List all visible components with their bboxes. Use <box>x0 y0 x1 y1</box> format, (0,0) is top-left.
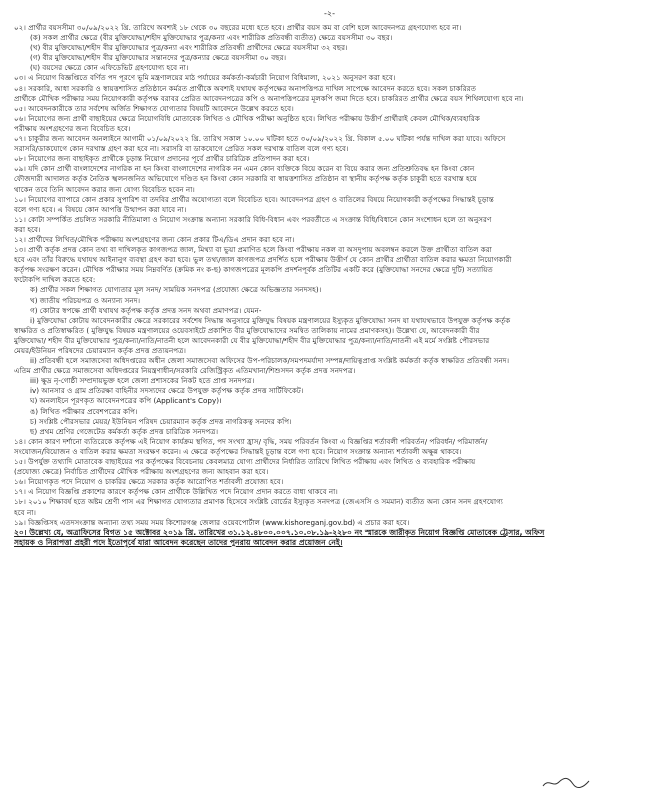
text-line: (প্রযোজ্য ক্ষেত্রে) নির্বাচিত প্রার্থীদের মৌখিক পরীক্ষায় অংশগ্রহণের জন্য আহবান করা হবে। <box>14 467 269 477</box>
text-line: সরাসরি/ডাকযোগে কোন দরখাস্ত গ্রহণ করা হবে না। সরাসরি বা ডাকযোগে প্রেরিত সকল দরখাস্ত বাতিল বলে গণ্য হবে। <box>14 144 349 154</box>
text-line: ১৯। বিজ্ঞপ্তিসহ এতদসংক্রান্ত অন্যান্য তথ্য সময় সময় কিশোরগঞ্জ জেলার ওয়েবপোর্টাল (www.kishoreganj.gov.bd) এ প্রচার করা হবে। <box>14 517 410 527</box>
text-line: প্রার্থীকে মৌখিক পরীক্ষার সময় নিয়োগকারী কর্তৃপক্ষ বরাবর প্রেরিত আবেদনপত্রের কপি ও অনাপত্তিপত্রের মূলকপি জমা দিতে হবে। চাকরিরত প্রার্থীর ক্ষেত্রে বয়স শিথিলযোগ্য হবে না। <box>14 93 524 103</box>
text-line: ০৫। আবেদনকারীকে তার সর্বশেষ অর্জিত শিক্ষাগত যোগ্যতার বিষয়টি আবেদনে উল্লেখ করতে হবে। <box>14 103 294 113</box>
text-line: ০৯। যদি কোন প্রার্থী বাংলাদেশের নাগরিক না হন কিংবা বাংলাদেশের নাগরিক নন এমন কোন ব্যক্তিকে বিয়ে করেন বা বিয়ে করার জন্য প্রতিশ্রুতিবদ্ধ হন কিংবা কোন <box>14 164 475 174</box>
text-line: ০৪। সরকারি, আধা সরকারি ও স্বায়ত্তশাসিত প্রতিষ্ঠানে কর্মরত প্রার্থীকে অবশ্যই যথাযথ কর্তৃপক্ষের অনাপত্তিপত্র দাখিল সাপেক্ষে আবেদন করতে হবে। সকল চাকরিরত <box>14 83 476 93</box>
text-line: (গ) বীর মুক্তিযোদ্ধা/শহীদ বীর মুক্তিযোদ্ধার সন্তানদের পুত্র/কন্যার ক্ষেত্রে বয়সসীমা ৩০ বছর। <box>30 53 287 63</box>
text-line: ii) প্রতিবন্ধী হলে সমাজসেবা অধিদপ্তরের অধীন জেলা সমাজসেবা অফিসের উপ-পরিচালক/সমপদমর্যাদা সম্পন্ন/দায়িত্বপ্রাপ্ত সংশ্লিষ্ট কর্মকর্তা কর্তৃক স্বাক্ষরিত প্রতিবন্ধী সনদ। <box>30 356 510 366</box>
text-line: মেয়র/ইউনিয়ন পরিষদের চেয়ারম্যান কর্তৃক প্রদত্ত প্রত্যয়নপত্র। <box>14 346 186 355</box>
page-number: -২- <box>324 9 335 18</box>
text-line: ০৩। এ নিয়োগ বিজ্ঞপ্তিতে বর্ণিত পদ পূরণে ভূমি মন্ত্রণালয়ের মাঠ পর্যায়ের কর্মকর্তা-কর্মচারী নিয়োগ বিধিমালা, ২০২১ অনুসরণ করা হবে। <box>14 73 396 83</box>
text-line: ১৭। এ নিয়োগ বিজ্ঞপ্তি প্রকাশের কারণে কর্তৃপক্ষ কোন প্রার্থীকে উল্লিখিত পদে নিয়োগ প্রদান করতে বাধ্য থাকবে না। <box>14 487 338 497</box>
text-line: কর্তৃপক্ষ সংরক্ষণ করেন। মৌখিক পরীক্ষার সময় নিম্নবর্ণিত (ক্রমিক নং ক-ছ) কাগজপত্রের মূলকপি প্রদর্শনপূর্বক প্রতিটির একটি করে (মুক্তিযোদ্ধা সনদের ক্ষেত্রে দুটি) সত্যায়িত <box>14 265 493 275</box>
text-line: ১২। প্রার্থীদের লিখিত/মৌখিক পরীক্ষায় অংশগ্রহণের জন্য কোন প্রকার টিএ/ডিএ প্রদান করা হবে না। <box>14 234 295 244</box>
text-line: চ) সংশ্লিষ্ট পৌরসভার মেয়র/ ইউনিয়ন পরিষদ চেয়ারম্যান কর্তৃক প্রদত্ত নাগরিকত্ব সনদের কপি। <box>30 416 292 426</box>
text-line: থাকেন তবে তিনি আবেদন করার জন্য যোগ্য বিবেচিত হবেন না। <box>14 184 195 194</box>
text-line: ছ) প্রথম শ্রেণির গেজেটেড কর্মকর্তা কর্তৃক প্রদত্ত চারিত্রিক সনদপত্র। <box>30 426 219 436</box>
text-line: ১০। নিয়োগের ব্যাপারে কোন প্রকার সুপারিশ বা তদবির প্রার্থীর অযোগ্যতা বলে বিবেচিত হবে। আবেদনপত্র গ্রহণ ও বাতিলের বিষয়ে নিয়োগকারী কর্তৃপক্ষের সিদ্ধান্তই চূড়ান্ত <box>14 194 494 204</box>
text-line: ক) প্রার্থীর সকল শিক্ষাগত যোগ্যতার মূল সনদ/ সাময়িক সনদপত্র (প্রযোজ্য ক্ষেত্রে অভিজ্ঞতার সনদসহ)। <box>30 285 322 295</box>
text-line: স্বাক্ষরিত ও প্রতিস্বাক্ষরিত ( মুক্তিযুদ্ধ বিষয়ক মন্ত্রণালয়ের ওয়েবসাইটে প্রকাশিত বীর মুক্তিযোদ্ধাদের সমন্বিত তালিকায় নামের প্রমাণকসহ)। উল্লেখ্য যে, আবেদনকারী বীর <box>14 325 480 335</box>
text-line: সংযোজন/বিয়োজন ও বাতিল করার ক্ষমতা সংরক্ষণ করেন। এ ক্ষেত্রে কর্তৃপক্ষের সিদ্ধান্তই চূড়ান্ত বলে গণ্য হবে। নিয়োগ সংক্রান্ত অন্যান্য শর্তাবলী অক্ষুন্ন থাকবে। <box>14 446 462 456</box>
text-line: i) মুক্তিযোদ্ধা কোটায় আবেদনকারীর ক্ষেত্রে সরকারের সর্বশেষ সিদ্ধান্ত অনুসারে মুক্তিযুদ্ধ বিষয়ক মন্ত্রণালয়ের ইস্যুকৃত মুক্তিযোদ্ধা সনদ যা যথাযথভাবে উপযুক্ত কর্তৃপক্ষ কর্তৃক <box>30 315 511 325</box>
text-line: ২০। উল্লেখ্য যে, অত্রাফিসের বিগত ১৫ অক্টোবর ২০১৯ খ্রি. তারিখের ৩১.১২.৪৮০০.০০৭.১০.০৮.১৯-২২৮০ নং স্মারকে জারীকৃত নিয়োগ বিজ্ঞপ্তি মোতাবেক ট্রেসার, অফিস <box>14 527 545 537</box>
text-line: (ঘ) বয়সের ক্ষেত্রে কোন এফিডেভিট গ্রহণযোগ্য হবে না। <box>30 63 189 73</box>
text-line: ০৮। নিয়োগের জন্য বাছাইকৃত প্রার্থীকে চূড়ান্ত নিয়োগ প্রদানের পূর্বে প্রার্থীর চারিত্রিক প্রতিপাদন করা হবে। <box>14 154 310 164</box>
text-line: পরীক্ষায় অংশগ্রহণের জন্য বিবেচিত হবে। <box>14 123 131 133</box>
text-line: ১৮। ২০১০ শিক্ষাবর্ষ হতে অষ্টম শ্রেণী পাস এর শিক্ষাগত যোগ্যতার প্রমাণক হিসেবে সংশ্লিষ্ট বোর্ডের ইস্যুকৃত সনদপত্র (জেএসসি ও সমমান) ব্যতীত অন্য কোন সনদ গ্রহণযোগ্য <box>14 497 503 507</box>
text-line: ঙ) লিখিত পরীক্ষার প্রবেশপত্রের কপি। <box>30 406 138 416</box>
text-line: করা হবে। <box>14 224 41 234</box>
text-line: ১৩। প্রার্থী কর্তৃক প্রদত্ত কোন তথ্য বা দাখিলকৃত কাগজপত্র জাল, মিথ্যা বা ভুয়া প্রমাণিত হলে কিংবা পরীক্ষায় নকল বা অসদুপায় অবলম্বন করলে উক্ত প্রার্থীতা বাতিল করা <box>14 245 492 255</box>
text-line: হবে না। <box>14 507 36 517</box>
document-body <box>14 23 645 548</box>
text-line: iv) আনসার ও গ্রাম প্রতিরক্ষা বাহিনীর সদস্যদের ক্ষেত্রে উপযুক্ত কর্তৃপক্ষ কর্তৃক প্রদত্ত সার্টিফিকেট। <box>30 386 304 396</box>
text-line: ঘ) অনলাইনে পূরণকৃত আবেদনপত্রের কপি (Applicant's Copy)। <box>30 396 222 406</box>
text-line: ১৫। উপর্যুক্ত তথ্যাদি মোতাবেক বাছাইয়ের পর কর্তৃপক্ষের বিবেচনায় কেবলমাত্র যোগ্য প্রার্থীদের নির্ধারিত তারিখে লিখিত পরীক্ষায় এবং লিখিত ও ব্যবহারিক পরীক্ষায় <box>14 457 476 467</box>
text-line: এতিম প্রার্থীর ক্ষেত্রে সমাজসেবা অধিদপ্তরের নিয়ন্ত্রণাধীন/সরকারি রেজিস্ট্রিকৃত এতিমখানা/শিশুসদন কর্তৃক প্রদত্ত সনদপত্র। <box>14 366 356 376</box>
text-line: iii) ক্ষুদ্র নৃ-গোষ্ঠী সম্প্রদায়ভুক্ত হলে জেলা প্রশাসকের নিকট হতে প্রাপ্ত সনদপত্র। <box>30 376 255 386</box>
text-line: মুক্তিযোদ্ধা/ শহীদ বীর মুক্তিযোদ্ধার পুত্র/কন্যা/নাতি/নাতনী হলে আবেদনকারী যে বীর মুক্তিযোদ্ধা/শহীদ বীর মুক্তিযোদ্ধার পুত্র/কন্যা/নাতি/নাতনী এই মর্মে সংশ্লিষ্ট পৌরসভার <box>14 335 490 345</box>
text-line: ফটোকপি দাখিল করতে হবে: <box>14 275 96 285</box>
text-line: ১৬। নিয়োগকৃত পদে নিয়োগ ও চাকরির ক্ষেত্রে সরকার কর্তৃক আরোপিত শর্তাবলী প্রযোজ্য হবে। <box>14 477 284 487</box>
text-line: বলে গণ্য হবে। এ বিষয়ে কোন আপত্তি উত্থাপন করা যাবে না। <box>14 204 187 214</box>
text-line: ০২। প্রার্থীর বয়সসীমা ৩০/০৯/২০২২ খ্রি. তারিখে অবশ্যই ১৮ থেকে ৩০ বছরের মধ্যে হতে হবে। প্রার্থীর বয়স কম বা বেশি হলে আবেদনপত্র গ্রহণযোগ্য হবে না। <box>14 23 462 32</box>
text-line: হবে এবং তাঁর বিরুদ্ধে যথাযথ আইনানুগ ব্যবস্থা গ্রহণ করা হবে। ভুল তথ্য/জাল কাগজপত্র প্রদর্শিত হলে পরীক্ষায় উত্তীর্ণ যে কোন প্রার্থীর প্রার্থীতা বাতিল করার ক্ষমতা নিয়োগকারী <box>14 255 512 265</box>
text-line: খ) জাতীয় পরিচয়পত্র ও অন্যান্য সনদ। <box>30 295 141 305</box>
text-line: (খ) বীর মুক্তিযোদ্ধা/শহীদ বীর মুক্তিযোদ্ধার পুত্র/কন্যা এবং শারীরিক প্রতিবন্ধী প্রার্থীদের ক্ষেত্রে বয়সসীমা ৩২ বছর। <box>30 43 348 53</box>
text-line: গ) কোটার স্বপক্ষে প্রার্থী যথাযথ কর্তৃপক্ষ কর্তৃক প্রদত্ত সনদ অথবা প্রমাণপত্র। যেমন- <box>30 305 262 315</box>
text-line: (ক) সকল প্রার্থীর ক্ষেত্রে (বীর মুক্তিযোদ্ধা/শহীদ মুক্তিযোদ্ধার পুত্র/কন্যা এবং শারীরিক প্রতিবন্ধী ব্যতীত) ক্ষেত্রে বয়সসীমা ৩০ বছর। <box>30 33 393 43</box>
text-line: ফৌজদারী আদালত কর্তৃক নৈতিক স্খলনজনিত অভিযোগে দণ্ডিত হন কিংবা কোন সরকারি বা স্বায়ত্তশাসিত প্রতিষ্ঠান বা স্থানীয় কর্তৃপক্ষ কর্তৃক চাকুরী হতে বরখাস্ত হয়ে <box>14 174 477 184</box>
signature <box>541 776 591 790</box>
text-line: সহায়ক ও নিরাপত্তা প্রহরী পদে ইতোপূর্বে যারা আবেদন করেছেন তাদের পুনরায় আবেদন করার প্রয়োজন নেই। <box>14 537 343 547</box>
text-line: ০৭। চাকুরীর জন্য আবেদন অনলাইনে আগামী ০১/০৯/২০২২ খ্রি. তারিখ সকাল ১০.০০ ঘটিকা হতে ৩০/০৯/২০২২ খ্রি. বিকাল ৫.০০ ঘটিকা পর্যন্ত দাখিল করা যাবে। অফিসে <box>14 134 506 144</box>
text-line: ০৬। নিয়োগের জন্য প্রার্থী বাছাইয়ের ক্ষেত্রে নিয়োগবিধি মোতাবেক লিখিত ও মৌখিক পরীক্ষা অনুষ্ঠিত হবে। লিখিত পরীক্ষায় উত্তীর্ণ প্রার্থীরাই কেবল মৌখিক/ব্যবহারিক <box>14 113 480 123</box>
text-line: ১১। কোটা সম্পর্কিত প্রচলিত সরকারি নীতিমালা ও নিয়োগ সংক্রান্ত অন্যান্য সরকারি বিধি-বিধান এবং পরবর্তীতে এ সংক্রান্ত বিধি/বিধানে কোন সংশোধন হলে তা অনুসরণ <box>14 214 492 224</box>
text-line: ১৪। কোন কারণ দর্শানো ব্যতিরেকে কর্তৃপক্ষ এই নিয়োগ কার্যক্রম স্থগিত, পদ সংখ্যা হ্রাস/ বৃদ্ধি, সময় পরিবর্তন কিংবা এ বিজ্ঞপ্তির শর্তাবলী পরিবর্তন/ পরিবর্ধন/ পরিমার্জন/ <box>14 436 488 446</box>
